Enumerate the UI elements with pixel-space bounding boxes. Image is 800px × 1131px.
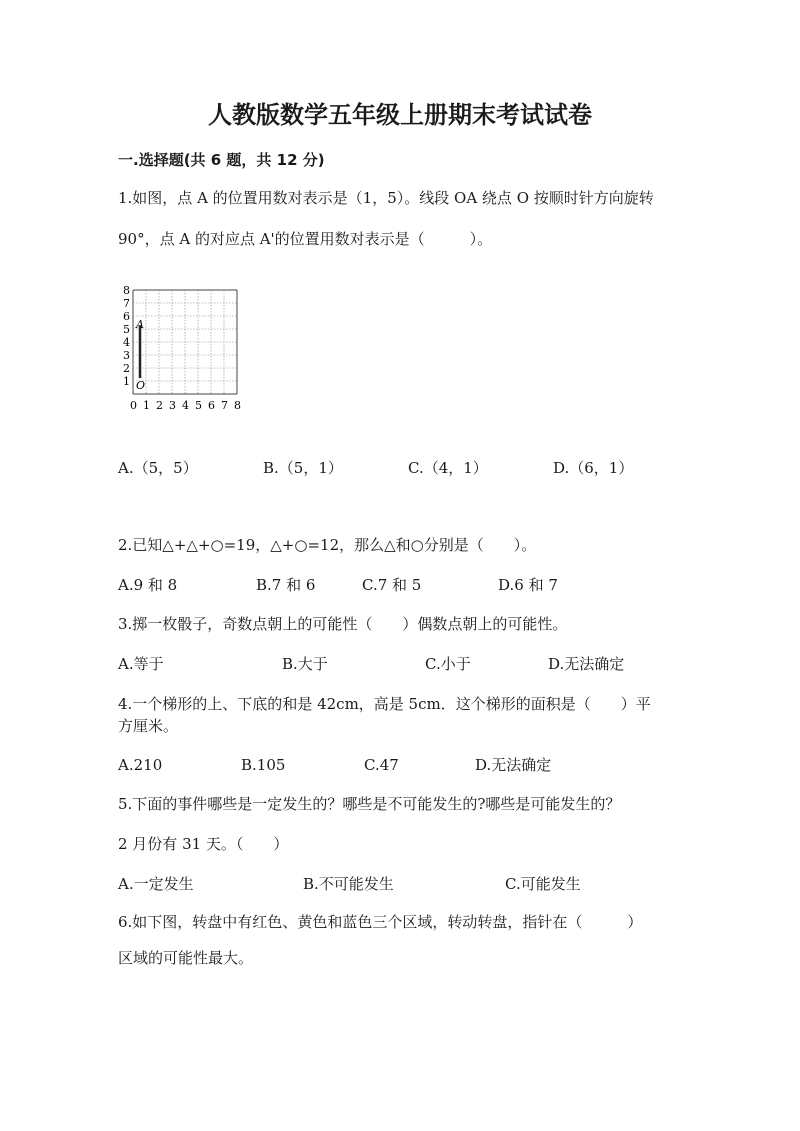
q3-option-b[interactable]: B.大于 [282,655,328,673]
q1-option-b[interactable]: B.（5，1） [263,459,343,477]
q1-option-a[interactable]: A.（5，5） [118,459,198,477]
y-tick-label: 2 [123,362,130,375]
q1-text-line1: 1.如图，点 A 的位置用数对表示是（1，5）。线段 OA 绕点 O 按顺时针方向旋转 [118,189,654,207]
x-tick-label: 5 [195,399,202,412]
y-tick-label: 3 [123,349,130,362]
q5-text-line2: 2 月份有 31 天。（ ） [118,835,289,853]
q4-option-c[interactable]: C.47 [364,756,399,774]
q5-option-c[interactable]: C.可能发生 [505,875,581,893]
x-tick-label: 1 [143,399,150,412]
q4-text-line1: 4.一个梯形的上、下底的和是 42cm，高是 5cm．这个梯形的面积是（ ）平 [118,695,651,713]
section-heading: 一.选择题(共 6 题，共 12 分) [118,151,325,169]
q2-text: 2.已知△+△+○=19，△+○=12，那么△和○分别是（ ）。 [118,536,537,554]
y-tick-label: 5 [123,323,130,336]
x-tick-label: 4 [182,399,189,412]
y-tick-label: 4 [123,336,130,349]
q2-option-c[interactable]: C.7 和 5 [362,576,422,594]
q6-text-line2: 区域的可能性最大。 [118,949,254,967]
point-o-label: O [136,379,146,392]
x-tick-label: 3 [169,399,176,412]
x-axis-labels [130,399,241,412]
q1-option-d[interactable]: D.（6，1） [553,459,634,477]
q4-option-a[interactable]: A.210 [118,756,163,774]
q5-option-a[interactable]: A.一定发生 [118,875,194,893]
x-tick-label: 7 [221,399,228,412]
x-tick-label: 0 [130,399,137,412]
y-tick-label: 6 [123,310,130,323]
y-axis-labels [123,284,130,388]
x-tick-label: 8 [234,399,241,412]
q2-option-d[interactable]: D.6 和 7 [498,576,558,594]
q3-option-c[interactable]: C.小于 [425,655,471,673]
x-tick-label: 6 [208,399,215,412]
q4-text-line2: 方厘米。 [118,717,179,735]
y-tick-label: 8 [123,284,130,297]
q2-option-b[interactable]: B.7 和 6 [256,576,316,594]
q2-option-a[interactable]: A.9 和 8 [118,576,178,594]
y-tick-label: 7 [123,297,130,310]
page-title: 人教版数学五年级上册期末考试试卷 [208,100,592,129]
q6-text-line1: 6.如下图，转盘中有红色、黄色和蓝色三个区域，转动转盘，指针在（ ） [118,913,643,931]
q3-text: 3.掷一枚骰子，奇数点朝上的可能性（ ）偶数点朝上的可能性。 [118,615,568,633]
q5-text-line1: 5.下面的事件哪些是一定发生的？哪些是不可能发生的?哪些是可能发生的？ [118,795,621,813]
q1-option-c[interactable]: C.（4，1） [408,459,488,477]
q3-option-a[interactable]: A.等于 [118,655,164,673]
q4-option-d[interactable]: D.无法确定 [475,756,552,774]
q1-coordinate-grid [118,282,248,412]
grid-lines [133,290,237,394]
x-tick-label: 2 [156,399,163,412]
q1-text-line2: 90°，点 A 的对应点 A'的位置用数对表示是（ ）。 [118,230,493,248]
q5-option-b[interactable]: B.不可能发生 [303,875,394,893]
q3-option-d[interactable]: D.无法确定 [548,655,625,673]
q4-option-b[interactable]: B.105 [241,756,286,774]
y-tick-label: 1 [123,375,130,388]
point-a-label: A [136,318,144,331]
